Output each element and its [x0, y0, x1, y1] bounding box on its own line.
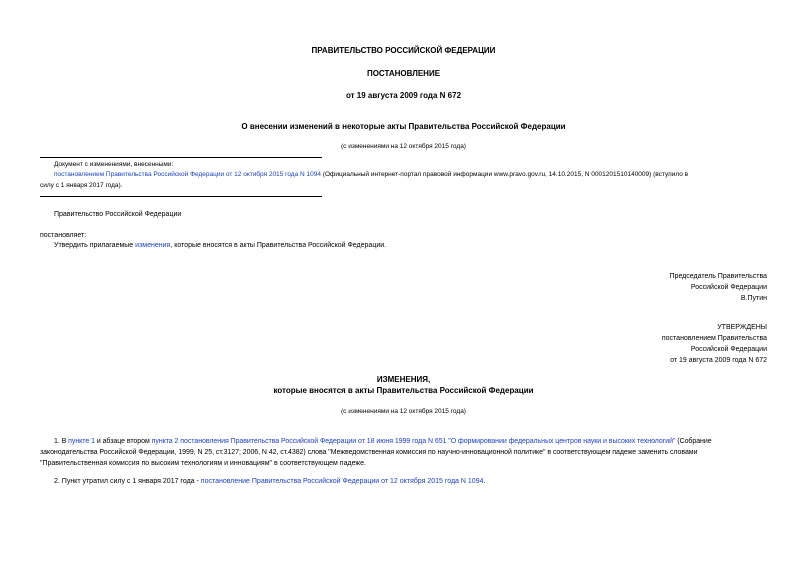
issuer: Правительство Российской Федерации: [54, 211, 182, 218]
signature-name: В.Путин: [740, 295, 767, 302]
document-type: ПОСТАНОВЛЕНИЕ: [366, 69, 441, 78]
approve-text-before: Утвердить прилагаемые: [54, 242, 136, 249]
amend-box-intro: Документ с изменениями, внесенными:: [54, 161, 174, 168]
item1-line1: [54, 437, 767, 447]
item1-prefix: 1. В: [54, 438, 69, 445]
approve-paragraph: [54, 241, 386, 251]
amend-details-text: (Официальный интернет-портал правовой информации www.pravo.gov.ru, 14.10.2015, N 0001201510140009) (вступило в: [320, 171, 689, 178]
resolves-text: постановляет:: [40, 232, 87, 239]
changes-subtitle: которые вносятся в акты Правительства Российской Федерации: [273, 386, 534, 395]
approved-line3: Российской Федерации: [690, 346, 767, 353]
signature-line2: Российской Федерации: [690, 284, 767, 291]
item1-link-point1[interactable]: пункте 1: [68, 438, 95, 445]
approved-label: УТВЕРЖДЕНЫ: [717, 324, 767, 331]
item1-mid: и абзаце втором: [94, 438, 152, 445]
approved-line2: постановлением Правительства: [661, 335, 767, 342]
signature-line1: Председатель Правительства: [669, 273, 767, 280]
amend-box-details: [54, 170, 767, 180]
amend-box-top-rule: [40, 157, 322, 158]
item2-suffix: .: [483, 478, 486, 485]
approved-line4: от 19 августа 2009 года N 672: [670, 357, 767, 364]
item1-line3: "Правительственная комиссия по высоким технологиям и инновациям" в соответствующем падеже.: [40, 460, 366, 467]
amend-details-line2: силу с 1 января 2017 года).: [40, 182, 123, 189]
amend-box-bottom-rule: [40, 196, 322, 197]
changes-title: ИЗМЕНЕНИЯ,: [376, 375, 431, 384]
approve-text-after: , которые вносятся в акты Правительства Российской Федерации.: [170, 242, 387, 249]
amend-link[interactable]: постановлением Правительства Российской Федерации от 12 октября 2015 года N 1094: [54, 171, 321, 178]
changes-link[interactable]: изменения: [135, 242, 171, 249]
government-heading: ПРАВИТЕЛЬСТВО РОССИЙСКОЙ ФЕДЕРАЦИИ: [311, 46, 496, 55]
changes-revision-note: (с изменениями на 12 октября 2015 года): [341, 408, 466, 415]
item2-paragraph: [54, 477, 485, 487]
item2-link[interactable]: постановление Правительства Российской Федерации от 12 октября 2015 года N 1094: [200, 478, 484, 485]
item1-line2: законодательства Российской Федерации, 1999, N 25, ст.3127; 2006, N 42, ст.4382) слова "Межведомственная комиссия по научно-инновационной политике" в соответствующем падеже заменить словами: [40, 449, 698, 456]
document-title: О внесении изменений в некоторые акты Правительства Российской Федерации: [241, 122, 566, 131]
item1-link-resolution651[interactable]: пункта 2 постановления Правительства Российской Федерации от 18 июня 1999 года N 651 "О формировании федеральных центров науки и высоких технологий": [151, 438, 676, 445]
document-date-number: от 19 августа 2009 года N 672: [345, 91, 462, 100]
item2-prefix: 2. Пункт утратил силу с 1 января 2017 года -: [54, 478, 201, 485]
revision-note: (с изменениями на 12 октября 2015 года): [341, 143, 466, 150]
item1-rest: (Собрание: [675, 438, 712, 445]
